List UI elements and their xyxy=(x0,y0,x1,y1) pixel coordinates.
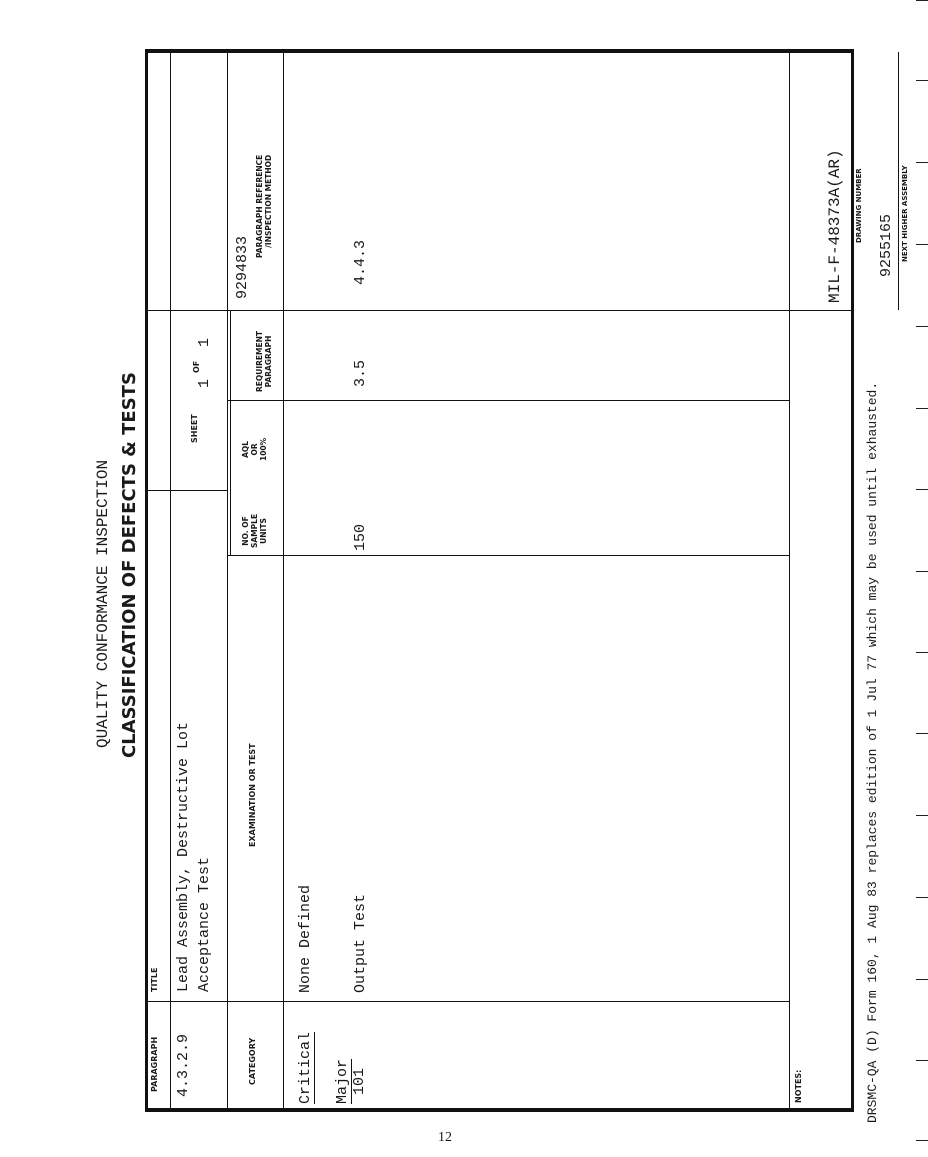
edge-tick xyxy=(916,1140,928,1141)
row-2-reference: 4.4.3 xyxy=(352,239,369,285)
title-value-line2: Acceptance Test xyxy=(196,856,213,992)
sheet-label: SHEET xyxy=(190,414,199,443)
requirement-paragraph-header: REQUIREMENT PARAGRAPH xyxy=(255,330,273,392)
row-2-sample-units: 150 xyxy=(352,523,369,551)
sheet-value: 1 xyxy=(196,378,213,388)
frame-inner-bottom-line xyxy=(147,1108,852,1109)
edge-tick xyxy=(916,326,928,327)
edge-tick xyxy=(916,0,928,1)
rule-v1 xyxy=(170,52,171,1112)
rule-v5 xyxy=(898,52,899,310)
category-header: CATEGORY xyxy=(248,1037,257,1085)
rule-h-aql xyxy=(227,400,789,401)
row-2-category-code: 101 xyxy=(351,1067,368,1095)
form-frame xyxy=(145,49,854,1112)
rule-v-sheet xyxy=(230,310,231,555)
rule-h-title-bottom xyxy=(147,1001,789,1002)
rule-h-reference xyxy=(147,310,852,311)
paragraph-label: PARAGRAPH xyxy=(150,1036,159,1092)
title-value-line1: Lead Assembly, Destructive Lot xyxy=(175,721,192,992)
edge-tick xyxy=(916,408,928,409)
paragraph-reference-header: PARAGRAPH REFERENCE /INSPECTION METHOD xyxy=(255,154,273,258)
form-header-line2: CLASSIFICATION OF DEFECTS & TESTS xyxy=(119,372,140,758)
edge-tick xyxy=(916,244,928,245)
drawing-number-value: 9255165 xyxy=(878,213,895,277)
edge-tick xyxy=(916,815,928,816)
row-2-requirement: 3.5 xyxy=(352,359,369,387)
edge-tick xyxy=(916,80,928,81)
next-higher-assembly-label: NEXT HIGHER ASSEMBLY xyxy=(901,165,909,262)
notes-label: NOTES: xyxy=(794,1069,803,1103)
edge-tick xyxy=(916,489,928,490)
next-higher-assembly-value: 9294833 xyxy=(234,235,251,299)
spec-number: MIL-F-48373A(AR) xyxy=(826,149,844,303)
aql-header: AQL OR 100% xyxy=(241,437,268,461)
edge-tick xyxy=(916,1060,928,1061)
drawing-number-label: DRAWING NUMBER xyxy=(855,168,863,243)
rule-h-sample xyxy=(227,555,789,556)
sample-units-header: NO. OF SAMPLE UNITS xyxy=(241,513,268,548)
edge-tick xyxy=(916,733,928,734)
rule-h-sheet xyxy=(147,490,227,491)
title-label: TITLE xyxy=(150,967,159,992)
row-1-examination: None Defined xyxy=(297,884,314,993)
row-2-examination: Output Test xyxy=(352,893,369,993)
row-2-category: Major xyxy=(334,1058,351,1104)
frame-inner-top-line xyxy=(147,52,852,53)
form-header-line1: QUALITY CONFORMANCE INSPECTION xyxy=(94,459,112,748)
edge-tick xyxy=(916,652,928,653)
rule-v2 xyxy=(227,52,228,1112)
edge-tick xyxy=(916,897,928,898)
edge-tick xyxy=(916,571,928,572)
form-footer-note: DRSMC-QA (D) Form 160, 1 Aug 83 replaces edition of 1 Jul 77 which may be used until exhausted. xyxy=(865,381,880,1123)
page-number: 12 xyxy=(438,1130,452,1145)
rule-v3 xyxy=(283,52,284,1112)
row-1-category: Critical xyxy=(297,1031,314,1104)
rule-v4 xyxy=(789,52,790,1112)
sheet-of-label: OF xyxy=(192,360,201,373)
sheet-total: 1 xyxy=(196,337,213,347)
paragraph-value: 4.3.2.9 xyxy=(175,1033,192,1097)
edge-tick xyxy=(916,979,928,980)
edge-tick xyxy=(916,162,928,163)
examination-header: EXAMINATION OR TEST xyxy=(248,743,257,847)
